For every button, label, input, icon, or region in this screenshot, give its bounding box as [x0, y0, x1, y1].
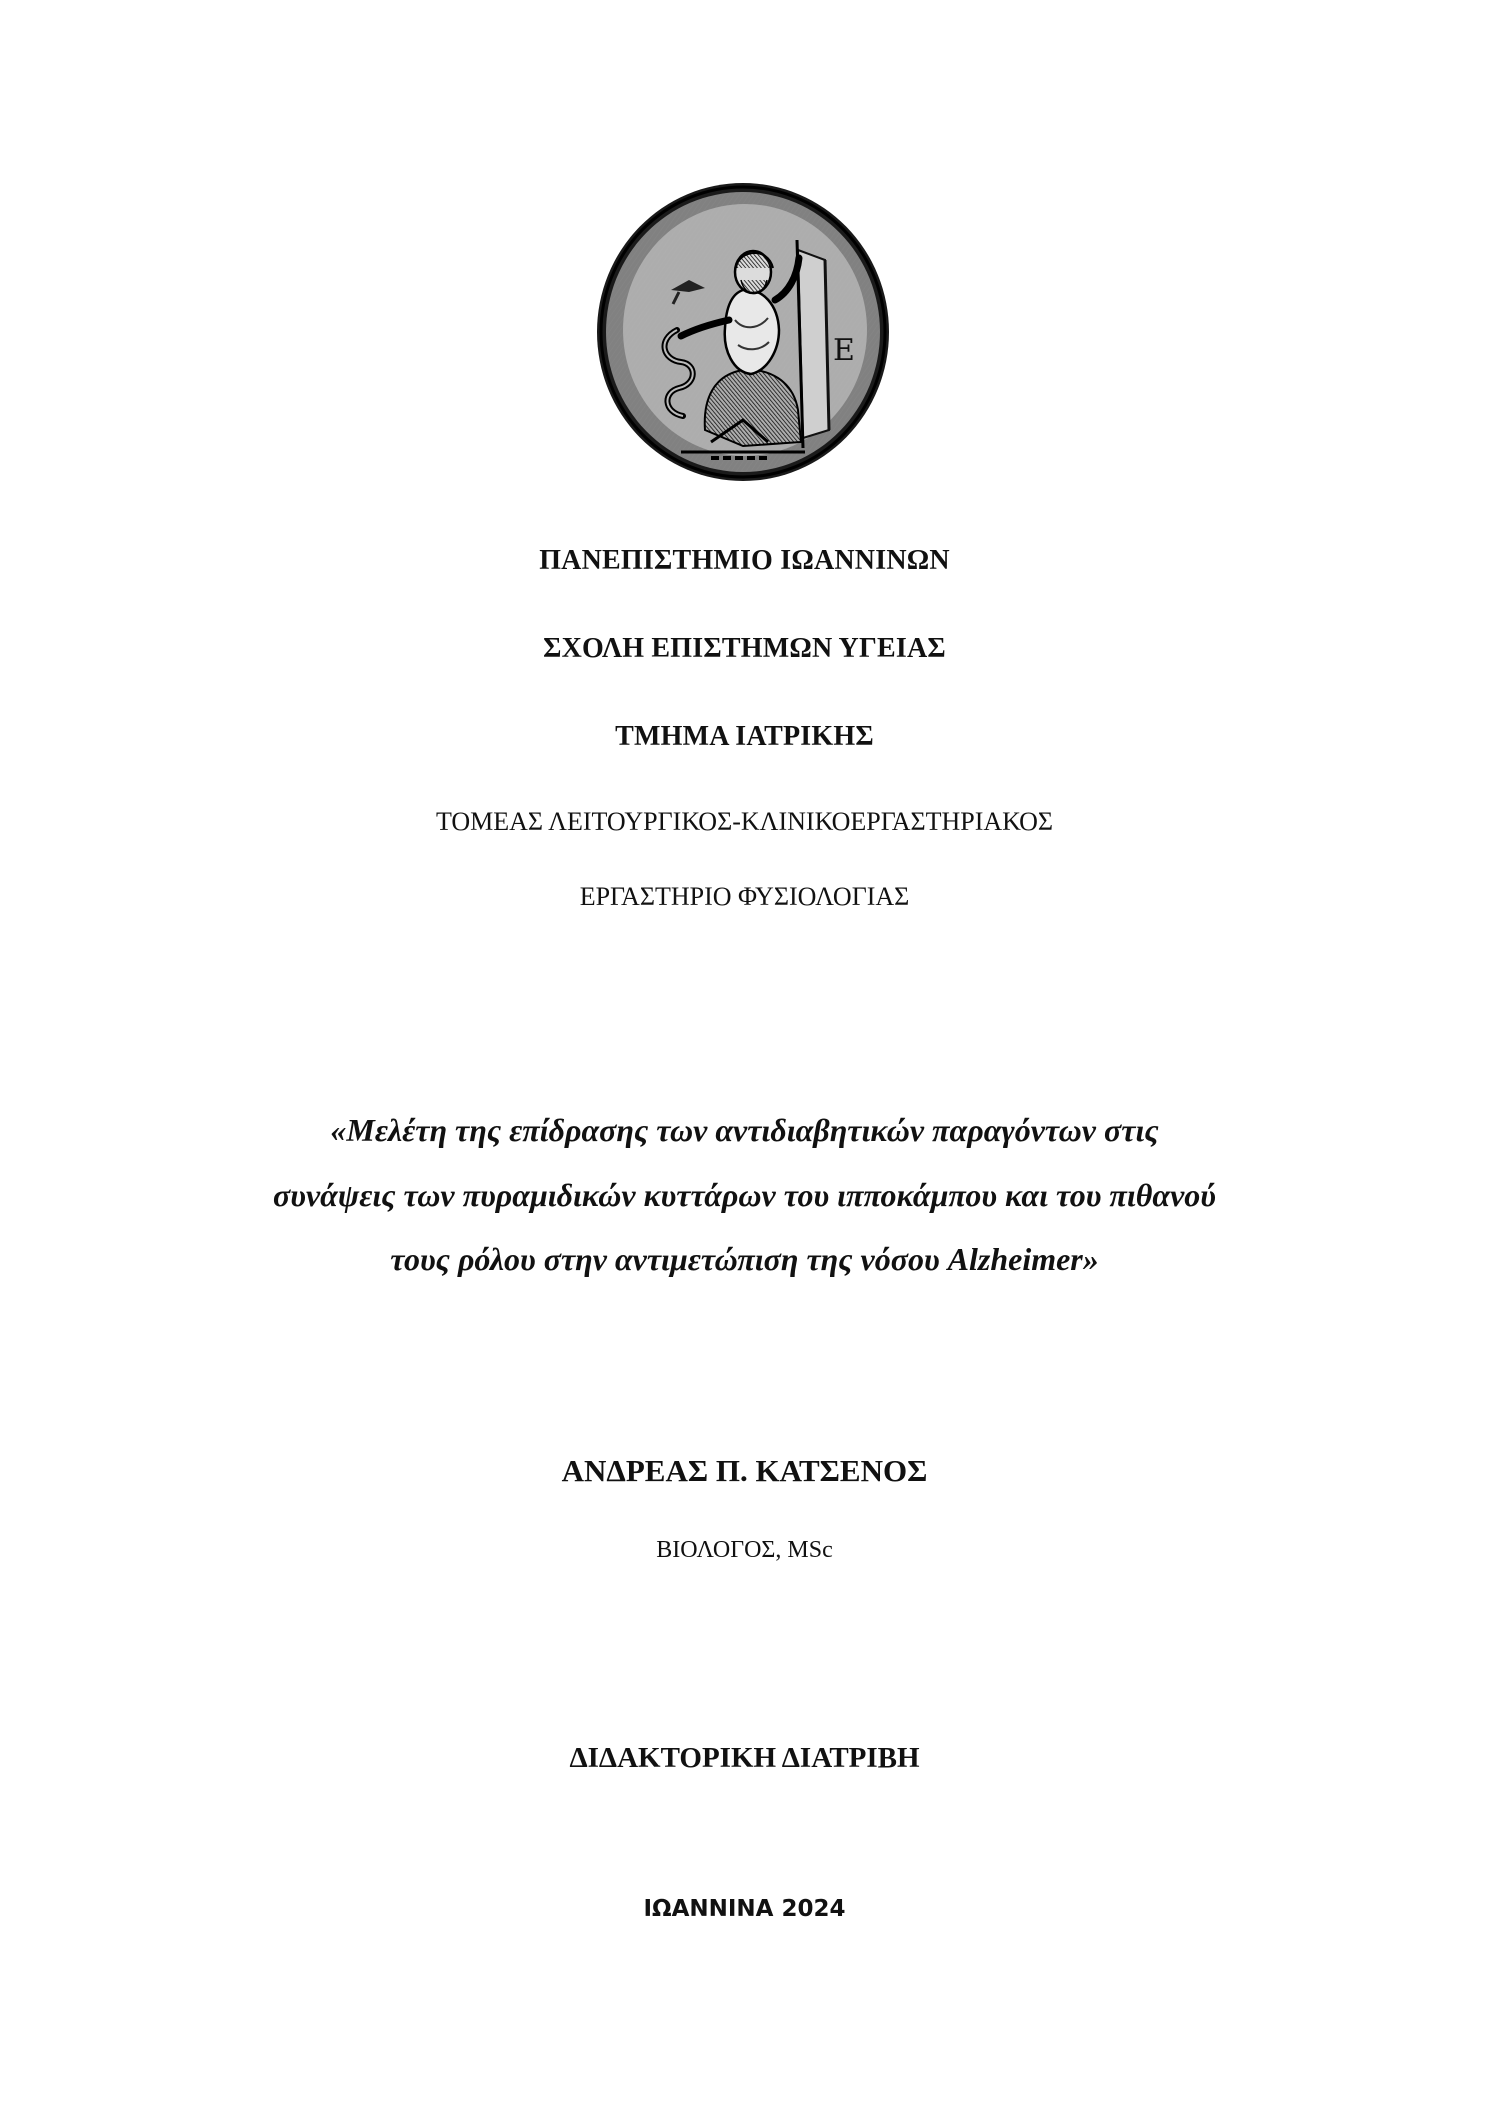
author-name: ΑΝΔΡΕΑΣ Π. ΚΑΤΣΕΝΟΣ — [561, 1453, 928, 1488]
laboratory-name: ΕΡΓΑΣΤΗΡΙΟ ΦΥΣΙΟΛΟΓΙΑΣ — [579, 882, 910, 911]
document-type: ΔΙΔΑΚΤΟΡΙΚΗ ΔΙΑΤΡΙΒΗ — [569, 1742, 920, 1774]
seal-legend: Ε — [833, 333, 855, 368]
thesis-title-line-3: τους ρόλου στην αντιμετώπιση της νόσου Alzheimer» — [390, 1241, 1099, 1277]
thesis-title-line-2: συνάψεις των πυραμιδικών κυττάρων του ιπποκάμπου και του πιθανού — [273, 1177, 1216, 1213]
coin-seal-icon — [593, 180, 893, 485]
school-name: ΣΧΟΛΗ ΕΠΙΣΤΗΜΩΝ ΥΓΕΙΑΣ — [543, 633, 946, 664]
sector-name: ΤΟΜΕΑΣ ΛΕΙΤΟΥΡΓΙΚΟΣ-ΚΛΙΝΙΚΟΕΡΓΑΣΤΗΡΙΑΚΟΣ — [435, 807, 1054, 836]
place-year: ΙΩΑΝΝΙΝΑ 2024 — [643, 1896, 846, 1922]
author-qualification: ΒΙΟΛΟΓΟΣ, MSc — [656, 1537, 833, 1563]
thesis-title-line-1: «Μελέτη της επίδρασης των αντιδιαβητικών παραγόντων στις — [330, 1112, 1159, 1148]
university-name: ΠΑΝΕΠΙΣΤΗΜΙΟ ΙΩΑΝΝΙΝΩΝ — [539, 545, 950, 576]
department-name: ΤΜΗΜΑ ΙΑΤΡΙΚΗΣ — [615, 721, 874, 752]
